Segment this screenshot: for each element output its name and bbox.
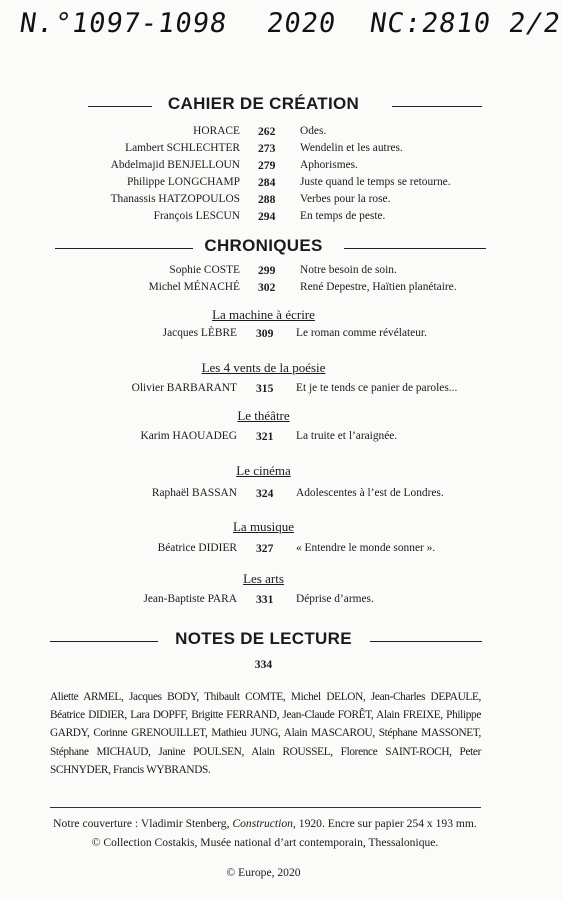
rule-right [370, 641, 482, 642]
toc-page: 324 [256, 487, 274, 500]
toc-author: Philippe LONGCHAMP [127, 176, 240, 188]
toc-page: 284 [258, 176, 276, 189]
cover-work-title: Construction [232, 817, 293, 830]
toc-page: 327 [256, 542, 274, 555]
toc-author: Jacques LÈBRE [162, 327, 237, 339]
toc-entry [0, 281, 527, 298]
toc-work: Wendelin et les autres. [300, 142, 403, 154]
toc-work: Notre besoin de soin. [300, 264, 397, 276]
toc-work: Et je te tends ce panier de paroles... [296, 382, 458, 394]
toc-author: Raphaël BASSAN [151, 487, 237, 499]
toc-entry [0, 542, 527, 559]
notes-page-number: 334 [254, 658, 273, 671]
toc-author: Olivier BARBARANT [131, 382, 237, 394]
toc-entry [0, 193, 527, 210]
toc-page: 331 [256, 593, 274, 606]
cover-credit [40, 814, 490, 852]
toc-entry [0, 125, 527, 142]
toc-author: Sophie COSTE [169, 264, 240, 276]
toc-work: Odes. [300, 125, 327, 137]
handwritten-note [17, 8, 563, 39]
rule-right [344, 248, 486, 249]
toc-entry [0, 159, 527, 176]
rubric-title: La musique [232, 519, 294, 534]
toc-entry [0, 142, 527, 159]
toc-entry [0, 327, 527, 344]
toc-page: 309 [256, 327, 274, 340]
toc-author: Karim HAOUADEG [140, 430, 237, 442]
toc-work: Juste quand le temps se retourne. [300, 176, 451, 188]
notes-title: NOTES DE LECTURE [175, 629, 352, 648]
toc-author: Lambert SCHLECHTER [125, 142, 240, 154]
rubric-title: Le théâtre [237, 408, 290, 423]
toc-entry [0, 487, 527, 504]
rubric-title: Les 4 vents de la poésie [201, 360, 326, 375]
handwritten-year: 2020 [264, 8, 339, 39]
toc-work: Déprise d’armes. [296, 593, 374, 605]
toc-page: 262 [258, 125, 276, 138]
toc-author: François LESCUN [153, 210, 240, 222]
toc-author: Jean-Baptiste PARA [143, 593, 237, 605]
cover-collection: © Collection Costakis, Musée national d’art contemporain, Thessalonique. [91, 836, 439, 849]
rubric-title: La machine à écrire [212, 307, 315, 322]
handwritten-reference: NC:2810 [367, 8, 494, 39]
toc-author: HORACE [193, 125, 240, 137]
rubric-title: Le cinéma [236, 463, 291, 478]
rubric-title: Les arts [243, 571, 284, 586]
cover-details: , 1920. Encre sur papier 254 x 193 mm. [292, 817, 477, 830]
toc-page: 315 [256, 382, 274, 395]
notes-header [0, 629, 527, 653]
toc-entry [0, 264, 527, 281]
toc-work: En temps de peste. [300, 210, 386, 222]
toc-page: 294 [258, 210, 276, 223]
toc-work: Aphorismes. [300, 159, 358, 171]
toc-page: 279 [258, 159, 276, 172]
toc-page: 302 [258, 281, 276, 294]
toc-entry [0, 176, 527, 193]
toc-entry [0, 430, 527, 447]
toc-page: 288 [258, 193, 276, 206]
toc-work: René Depestre, Haïtien planétaire. [300, 281, 457, 293]
toc-work: Le roman comme révélateur. [296, 327, 427, 339]
toc-work: Verbes pour la rose. [300, 193, 391, 205]
toc-entry [0, 210, 527, 227]
toc-author: Thanassis HATZOPOULOS [110, 193, 240, 205]
divider [50, 807, 481, 808]
cahier-header [0, 94, 527, 118]
chroniques-header [0, 236, 527, 260]
toc-work: La truite et l’araignée. [296, 430, 398, 442]
toc-page: 299 [258, 264, 276, 277]
toc-entry [0, 593, 527, 610]
toc-page: 321 [256, 430, 274, 443]
toc-entry [0, 382, 527, 399]
toc-author: Michel MÉNACHÉ [148, 281, 240, 293]
copyright: © Europe, 2020 [226, 866, 301, 879]
cover-label: Notre couverture : Vladimir Stenberg, [53, 817, 233, 830]
toc-work: Adolescentes à l’est de Londres. [296, 487, 444, 499]
handwritten-issue-number: N.°1097-1098 [17, 8, 230, 39]
toc-page: 273 [258, 142, 276, 155]
toc-author: Béatrice DIDIER [157, 542, 237, 554]
toc-author: Abdelmajid BENJELLOUN [110, 159, 240, 171]
handwritten-fraction: 2/2 [506, 8, 563, 39]
rule-right [392, 106, 482, 107]
toc-work: « Entendre le monde sonner ». [296, 542, 436, 554]
notes-contributors: Aliette ARMEL, Jacques BODY, Thibault COMTE, Michel DELON, Jean-Charles DEPAULE, Béatrice DIDIER, Lara DOPFF, Brigitte FERRAND, Jean-Claude FORÊT, Alain FREIXE, Philippe GARDY, Corinne GRENOUILLET, Mathieu JUNG, Alain MASCAROU, Stéphane MASSONET, Stéphane MICHAUD, Janine POULSEN, Alain ROUSSEL, Florence SAINT-ROCH, Peter SCHNYDER, Francis WYBRANDS. [50, 691, 481, 776]
chroniques-title: CHRONIQUES [204, 236, 323, 255]
cahier-title: CAHIER DE CRÉATION [167, 94, 360, 113]
